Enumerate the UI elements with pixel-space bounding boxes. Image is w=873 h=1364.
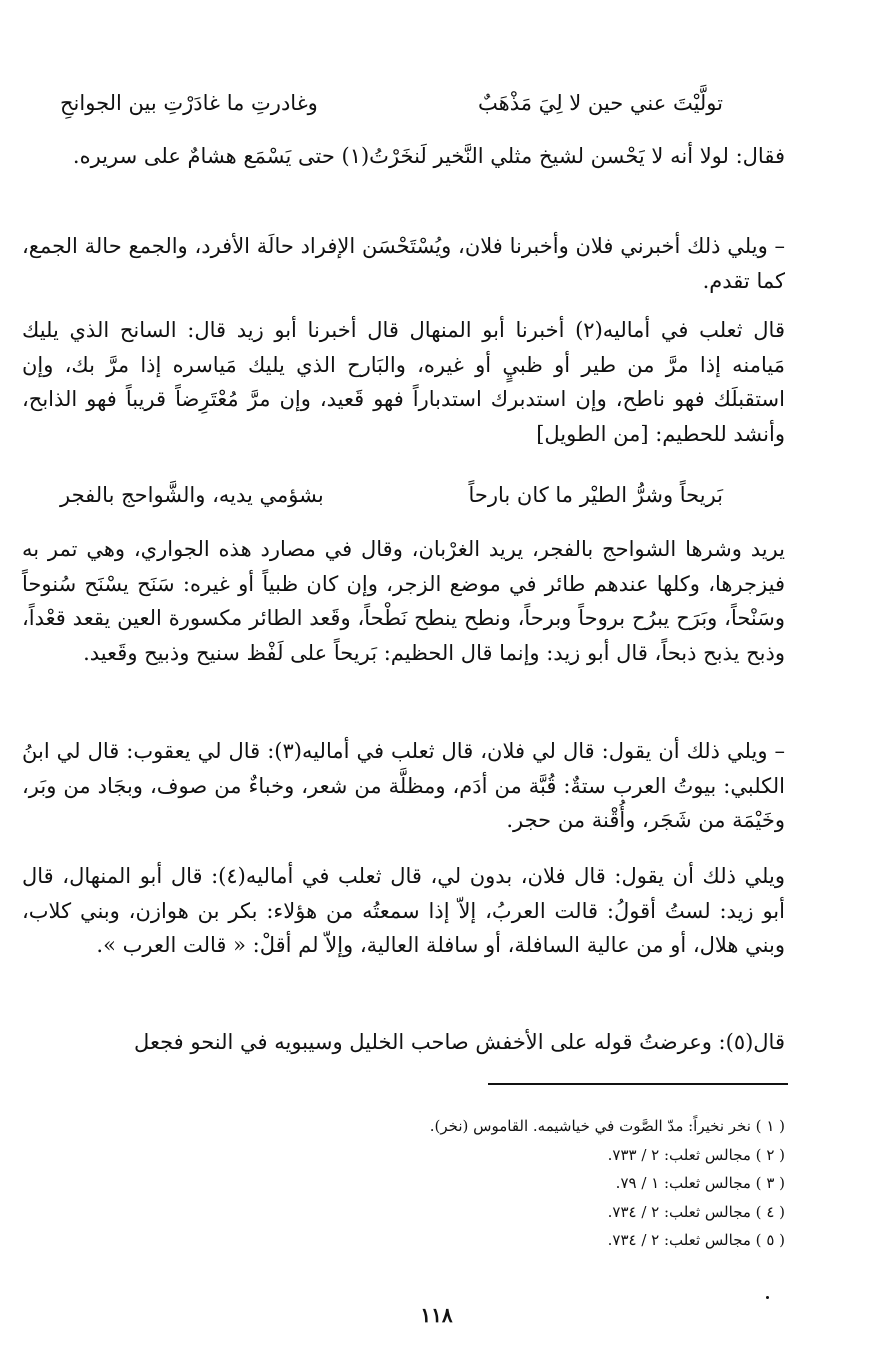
paragraph-1: فقال: لولا أنه لا يَحْسن لشيخ مثلي النَّخير لَنخَرْتُ(١) حتى يَسْمَع هشامٌ على سريره.: [72, 144, 785, 168]
paragraph-5: – ويلي ذلك أن يقول: قال لي فلان، قال ثعلب في أماليه(٣): قال لي يعقوب: قال لي ابنُ الكلبي: بيوتُ العرب ستةٌ: قُبَّة من أدَم، ومظلَّة من شعر، وخباءٌ من صوف، وبجَاد من وبَر، وخَيْمَة من شَجَر، وأُقْنة من حجر.: [22, 739, 785, 832]
paragraph-6: ويلي ذلك أن يقول: قال فلان، بدون لي، قال ثعلب في أماليه(٤): قال أبو المنهال، قال أبو زيد: لستُ أقولُ: قالت العربُ، إلاّ إذا سمعتُه من هؤلاء: بكر بن هوازن، وبني كلاب، وبني هلال، أو من عالية السافلة، أو سافلة العالية، وإلاّ لم أقلْ: « قالت العرب ».: [22, 864, 785, 957]
verse-2-second-hemistich: بشؤمي يديه، والشَّواحج بالفجر: [60, 483, 324, 507]
footnote-divider: [488, 1083, 788, 1085]
paragraph-2: – ويلي ذلك أخبرني فلان وأخبرنا فلان، ويُسْتَحْسَن الإفراد حالَة الأفرد، والجمع حالة الجمع، كما تقدم.: [22, 234, 785, 293]
footnote-2: ( ٢ ) مجالس ثعلب: ٢ / ٧٣٣.: [607, 1145, 785, 1164]
verse-2-first-hemistich: بَريحاً وشرُّ الطيْر ما كان بارحاً: [468, 483, 723, 507]
paragraph-3: قال ثعلب في أماليه(٢) أخبرنا أبو المنهال قال أخبرنا أبو زيد قال: السانح الذي يليك مَيامنه إذا مرَّ من طير أو ظبيٍ أو غيره، والبَارح الذي يليك مَياسره إذا مرَّ بك، وإن استقبلَك فهو ناطح، وإن استدبرك استدباراً فهو قَعيد، وإن مرَّ مُعْتَرِضاً قريباً فهو الذابح، وأنشد للحطيم: [من الطويل]: [22, 318, 785, 446]
verse-1-first-hemistich: تولَّيْتَ عني حين لا لِيَ مَذْهَبٌ: [478, 91, 723, 115]
page-number: ١١٨: [420, 1303, 453, 1327]
footnote-4: ( ٤ ) مجالس ثعلب: ٢ / ٧٣٤.: [607, 1202, 785, 1221]
stray-dot: [766, 1296, 769, 1299]
footnote-5: ( ٥ ) مجالس ثعلب: ٢ / ٧٣٤.: [607, 1231, 785, 1249]
footnote-1: ( ١ ) نخر نخيراً: مدّ الصَّوت في خياشيمه. القاموس (نخر).: [429, 1117, 785, 1135]
footnote-3: ( ٣ ) مجالس ثعلب: ١ / ٧٩.: [615, 1174, 785, 1192]
verse-1-second-hemistich: وغادرتِ ما غادَرْتِ بين الجوانحِ: [60, 91, 318, 115]
verse-line-2: [60, 478, 723, 512]
paragraph-7: قال(٥): وعرضتُ قوله على الأخفش صاحب الخليل وسيبويه في النحو فجعل: [134, 1030, 785, 1054]
footnotes: [285, 1112, 785, 1255]
verse-line-1: [60, 86, 723, 120]
paragraph-4: يريد وشرها الشواحج بالفجر، يريد الغرْبان، وقال في مصارد هذه الجواري، وهي تمر به فيزجرها، وكلها عندهم طائر في موضع الزجر، وإن كان ظبياً أو غيره: سَنَح يسْنَح سُنوحاً وسَنْحاً، وبَرَح يبرُح بروحاً وبرحاً، ونطح ينطح نَطْحاً، وقَعد الطائر مكسورة العين يقعد قعْداً، وذبح يذبح ذبحاً، قال أبو زيد: وإنما قال الحظيم: بَريحاً على لَفْظ سنيح وذبيح وقَعيد.: [22, 537, 785, 665]
